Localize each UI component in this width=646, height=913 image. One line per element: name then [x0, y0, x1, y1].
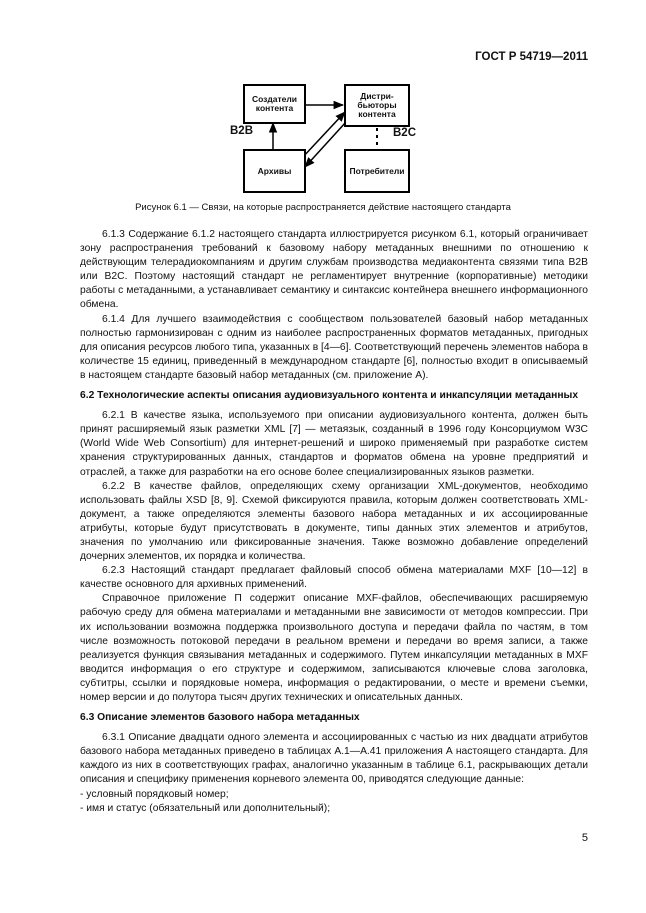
- box-content-creators: Создатели контента: [243, 84, 306, 124]
- list-item: - условный порядковый номер;: [80, 788, 229, 800]
- label-b2b: B2B: [230, 125, 254, 137]
- paragraph-6-1-3: 6.1.3 Содержание 6.1.2 настоящего стандарта иллюстрируется рисунком 6.1, который ограничивает зону распространения требований к базовому набору метаданных внешними по отношению к действующим телерадиокомпаниям и другим службам производства медиаконтента связями типа B2B или B2C. Поэтому настоящий стандарт не регламентирует внутренние (корпоративные) методики работы с метаданными, а устанавливает семантику и синтаксис контейнера внешнего информационного обмена.: [80, 229, 588, 311]
- heading-6-2: 6.2 Технологические аспекты описания аудиовизуального контента и инкапсуляции метаданных: [80, 390, 579, 402]
- document-body: [80, 228, 588, 816]
- standard-header: ГОСТ Р 54719—2011: [475, 51, 588, 63]
- box-content-distributors: Дистри-бьюторы контента: [344, 84, 410, 127]
- paragraph-annex-p: Справочное приложение П содержит описание MXF-файлов, обеспечивающих расширяемую рабочую среду для обмена материалами и метаданными вне зависимости от методов компрессии. При их использовании возможна поддержка произвольного доступа и передачи файла по частям, в том числе возможность потоковой передачи в реальном времени и передачи во время записи, а также реализуется функция связывания метаданных и содержимого. Путем инкапсуляции метаданных в MXF вводится информация о его структуре и содержимом, записываются ключевые слова заголовка, субтитры, ссылки и порядковые номера, информация о редактировании, о месте и времени съемки, номер версии и до полутора тысяч других технических и описательных данных.: [80, 593, 588, 703]
- paragraph-6-2-1: 6.2.1 В качестве языка, используемого при описании аудиовизуального контента, должен быть принят расширяемый язык разметки XML [7] — метаязык, созданный в 1996 году Консорциумом W3C (World Wide Web Consortium) для интернет-решений и широко применяемый при разработке систем хранения структурированных данных, стандартов и форматов обмена на уровне предприятий и отраслей, а также для разработки на его основе более специализированных языков разметки.: [80, 410, 588, 478]
- paragraph-6-3-1: 6.3.1 Описание двадцати одного элемента и ассоциированных с частью из них двадцати атрибутов базового набора метаданных приведено в таблицах А.1—А.41 приложения А настоящего стандарта. Для каждого из них в соответствующих графах, аналогично указанным в таблице 6.1, раскрывающих детали описания и специфику применения корневого элемента 00, приводятся следующие данные:: [80, 732, 588, 786]
- diagram-connectors: [0, 0, 646, 200]
- arrow-archives-distributors: [305, 122, 346, 167]
- heading-6-3: 6.3 Описание элементов базового набора метаданных: [80, 712, 360, 724]
- label-b2c: B2C: [393, 127, 417, 139]
- list-item: - имя и статус (обязательный или дополнительный);: [80, 802, 331, 814]
- page-number: 5: [581, 832, 588, 844]
- paragraph-6-2-2: 6.2.2 В качестве файлов, определяющих схему организации XML-документов, необходимо использовать файлы XSD [8, 9]. Схемой фиксируются правила, которым должен соответствовать XML-документ, а также определяются элементы базового набора метаданных и их ассоциированные атрибуты, которые будут присутствовать в документе, типы данных этих элементов и атрибутов, значения по умолчанию или фиксированные значения. Также возможно добавление определений дочерних элементов, их порядка и количества.: [80, 480, 588, 563]
- box-consumers: Потребители: [344, 149, 410, 193]
- paragraph-6-1-4: 6.1.4 Для лучшего взаимодействия с сообществом пользователей базовый набор метаданных полностью гармонизирован с одним из наиболее распространенных форматов метаданных, пригодных для описания ресурсов любого типа, указанных в [4—6]. Соответствующий перечень элементов набора в количестве 15 единиц, приведенный в международном стандарте [6], полностью входит в описываемый в настоящем стандарте базовый набор метаданных (см. приложение А).: [80, 313, 588, 381]
- box-archives: Архивы: [243, 149, 306, 193]
- arrow-distributors-archives: [302, 112, 345, 158]
- paragraph-6-2-3: 6.2.3 Настоящий стандарт предлагает файловый способ обмена материалами MXF [10—12] в качестве основного для архивных применений.: [80, 565, 588, 591]
- figure-caption: Рисунок 6.1 — Связи, на которые распространяется действие настоящего стандарта: [135, 202, 511, 213]
